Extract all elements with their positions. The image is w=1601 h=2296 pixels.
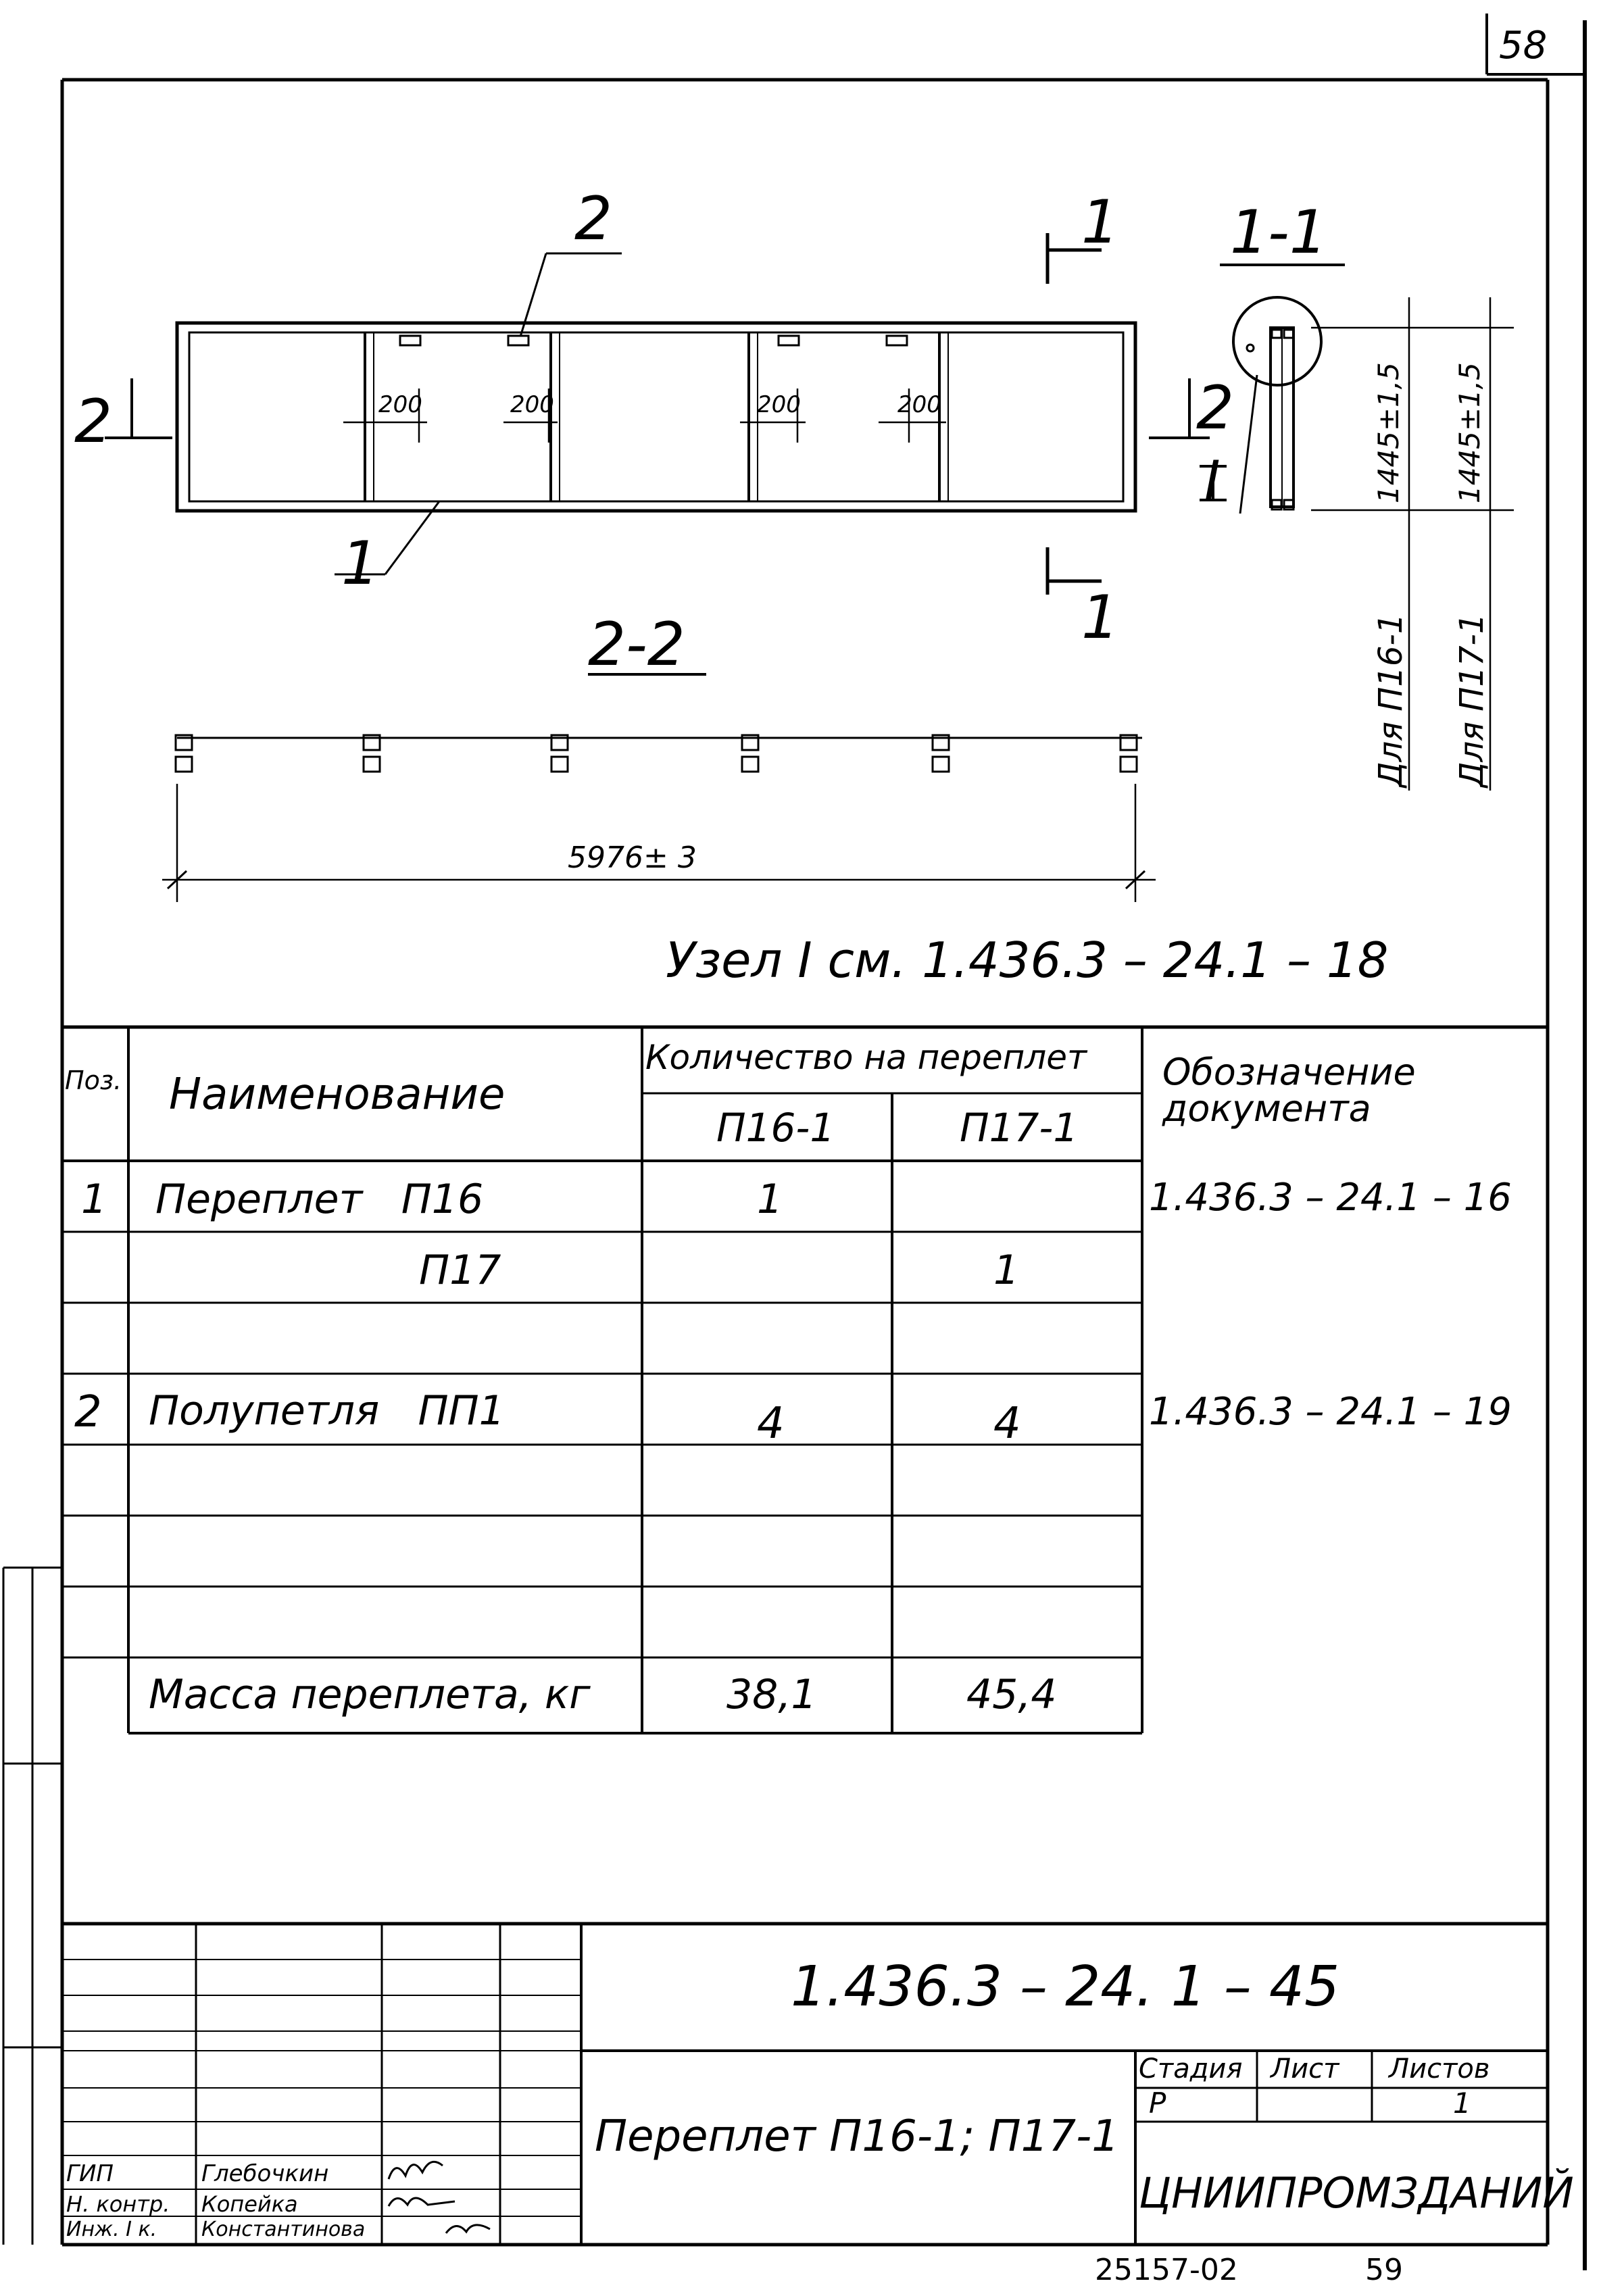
cell-pos: 1 [81,1176,107,1223]
dim-height-p16: 1445±1,5 [1372,362,1405,503]
cell-name: Масса переплета, кг [149,1671,591,1718]
half-hinge [508,336,528,345]
cell-qty-p16: 1 [757,1176,783,1223]
half-hinge [779,336,799,345]
sheets-value: 1 [1453,2087,1471,2120]
section-marker-1-top: 1 [1081,187,1119,257]
label-for-p17: Для П17-1 [1453,613,1491,787]
cell-qty-p16: 38,1 [726,1671,817,1718]
person-name: Глебочкин [201,2160,329,2187]
person-name: Константинова [201,2218,366,2241]
sheet-label: Лист [1271,2053,1339,2085]
role-label: ГИП [66,2160,114,2187]
page-number: 58 [1499,24,1548,68]
dim-length: 5976± 3 [568,841,697,875]
stage-value: Р [1149,2087,1166,2120]
footer-code: 25157-02 [1095,2253,1238,2287]
cell-doc: 1.436.3 – 24.1 – 19 [1149,1390,1512,1434]
cell-doc: 1.436.3 – 24.1 – 16 [1149,1176,1512,1220]
node-marker: I [1204,449,1221,512]
half-hinge [400,336,420,345]
cell-qty-p16: 4 [757,1399,785,1449]
cell-name: П17 [419,1247,501,1294]
dim-height-p17: 1445±1,5 [1453,362,1486,503]
col-header-doc: Обозначение документа [1162,1051,1416,1130]
stage-label: Стадия [1139,2053,1243,2085]
node-reference-note: Узел I см. 1.436.3 – 24.1 – 18 [666,932,1389,989]
cell-qty-p17: 1 [993,1247,1020,1294]
section-2-2-title: 2-2 [588,609,685,679]
frame-elevation [105,233,1210,598]
cell-name: Переплет П16 [155,1176,484,1223]
person-name: Копейка [201,2191,298,2217]
frame-inner-outline [189,332,1123,501]
dim-200: 200 [757,391,801,418]
role-label: Инж. I к. [66,2218,157,2241]
leader-label-2: 2 [574,184,612,253]
signature-marks [389,2162,490,2233]
dim-200: 200 [897,391,941,418]
sheets-label: Листов [1389,2053,1490,2085]
col-header-qty-group: Количество на переплет [645,1038,1087,1077]
organization-name: ЦНИИПРОМЗДАНИЙ [1139,2168,1574,2218]
leader-label-1: 1 [341,528,379,598]
cell-qty-p17: 45,4 [966,1671,1057,1718]
cell-pos: 2 [74,1387,102,1437]
col-header-qty-p16: П16-1 [716,1105,835,1151]
section-1-1-title: 1-1 [1230,197,1327,267]
col-header-pos: Поз. [65,1066,122,1095]
dim-200: 200 [378,391,422,418]
drawing-title: Переплет П16-1; П17-1 [595,2112,1119,2162]
half-hinge [887,336,907,345]
col-header-name: Наименование [169,1070,506,1120]
section-marker-2-left: 2 [74,386,112,456]
frame-outline [177,323,1135,511]
footer-page: 59 [1365,2253,1403,2287]
label-for-p16: Для П16-1 [1372,613,1410,787]
cell-name: Полупетля ПП1 [149,1387,505,1434]
document-designation: 1.436.3 – 24. 1 – 45 [791,1955,1340,2019]
section-marker-2-right: 2 [1196,373,1234,443]
node-circle [1233,297,1321,385]
section-marker-1-bottom: 1 [1081,582,1119,652]
dim-200: 200 [510,391,554,418]
col-header-qty-p17: П17-1 [960,1105,1079,1151]
cell-qty-p17: 4 [993,1399,1021,1449]
role-label: Н. контр. [66,2191,170,2217]
